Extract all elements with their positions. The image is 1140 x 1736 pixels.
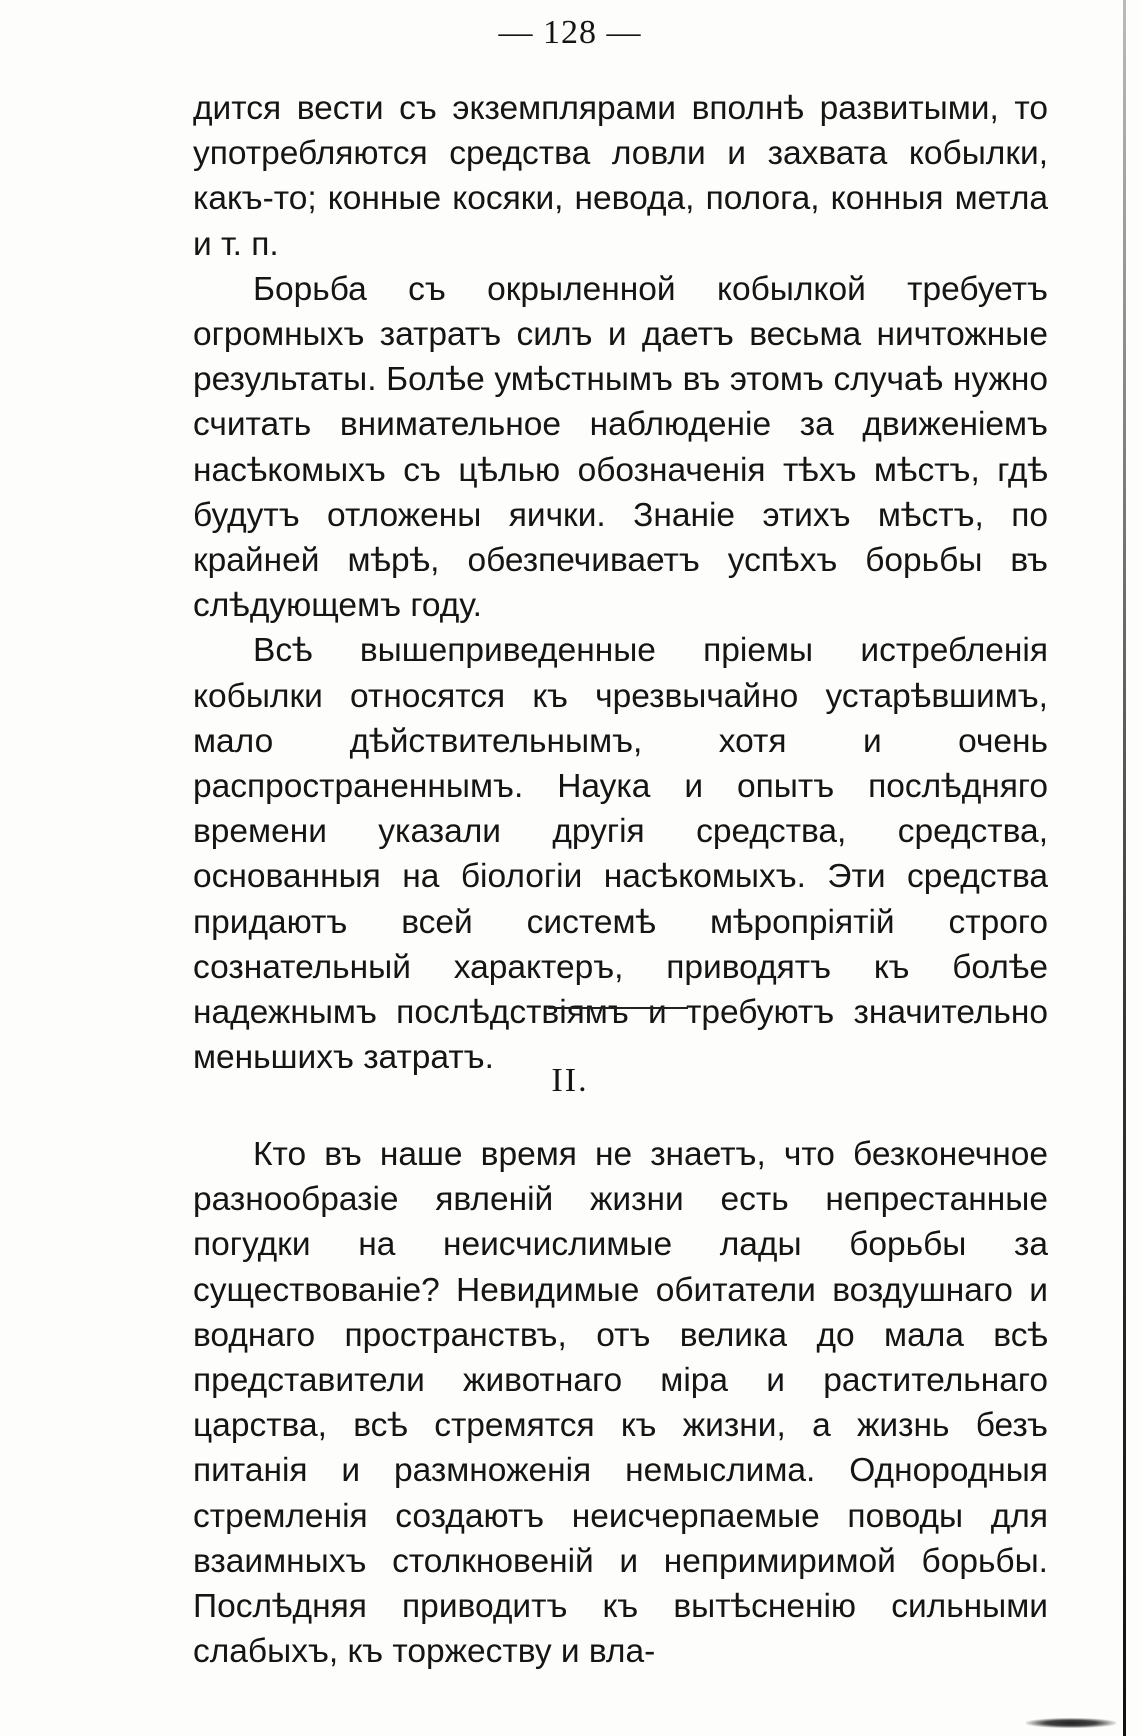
page-number: — 128 —: [498, 14, 642, 51]
section-divider: [548, 1007, 688, 1009]
text-block-bottom: [193, 1132, 1048, 1674]
page-edge-shadow: [1123, 0, 1126, 1736]
ink-smudge: [1026, 1718, 1116, 1728]
paragraph: Всѣ вышеприведенные пріемы истребленія кобылки относятся къ чрезвычайно устарѣвшимъ, мало дѣйствительнымъ, хотя и очень распространеннымъ. Наука и опытъ послѣдняго времени указали другія средства, средства, основанныя на біологіи насѣкомыхъ. Эти средства придаютъ всей системѣ мѣропріятій строго сознательный характеръ, приводятъ къ болѣе надежнымъ послѣдствіямъ и требуютъ значительно меньшихъ затратъ.: [193, 632, 1048, 1077]
text-block-top: [193, 86, 1048, 1080]
paragraph: дится вести съ экземплярами вполнѣ развитыми, то употребляются средства ловли и захвата кобылки, какъ-то; конные косяки, невода, полога, конныя метла и т. п.: [193, 90, 1048, 263]
paragraph: Кто въ наше время не знаетъ, что безконечное разнообразіе явленій жизни есть непрестанные погудки на неисчислимые лады борьбы за существованіе? Невидимые обитатели воздушнаго и воднаго пространствъ, отъ велика до мала всѣ представители животнаго міра и растительнаго царства, всѣ стремятся къ жизни, а жизнь безъ питанія и размноженія немыслима. Однородныя стремленія создаютъ неисчерпаемые поводы для взаимныхъ столкновеній и непримиримой борьбы. Послѣдняя приводитъ къ вытѣсненію сильными слабыхъ, къ торжеству и вла-: [193, 1136, 1048, 1671]
paragraph: Борьба съ окрыленной кобылкой требуетъ огромныхъ затратъ силъ и даетъ весьма ничтожные результаты. Болѣе умѣстнымъ въ этомъ случаѣ нужно считать внимательное наблюденіе за движеніемъ насѣкомыхъ съ цѣлью обозначенія тѣхъ мѣстъ, гдѣ будутъ отложены яички. Знаніе этихъ мѣстъ, по крайней мѣрѣ, обезпечиваетъ успѣхъ борьбы въ слѣдующемъ году.: [193, 270, 1048, 625]
section-heading: II.: [551, 1062, 589, 1099]
